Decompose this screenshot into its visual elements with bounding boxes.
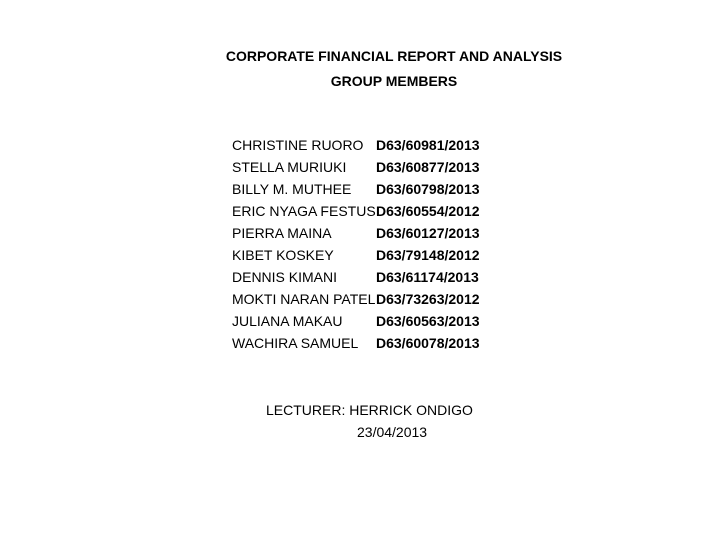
member-name: WACHIRA SAMUEL — [232, 335, 359, 351]
list-item — [232, 134, 480, 156]
member-name: PIERRA MAINA — [232, 225, 332, 241]
title-block — [0, 44, 720, 94]
member-name: MOKTI NARAN PATEL — [232, 291, 376, 307]
member-name: BILLY M. MUTHEE — [232, 181, 352, 197]
list-item — [232, 288, 480, 310]
member-id: D63/79148/2012 — [376, 247, 480, 263]
member-id: D63/60078/2013 — [376, 335, 480, 351]
list-item — [232, 244, 480, 266]
member-name: JULIANA MAKAU — [232, 313, 343, 329]
list-item — [232, 200, 480, 222]
member-name: ERIC NYAGA FESTUS — [232, 203, 376, 219]
member-id: D63/60981/2013 — [376, 137, 480, 153]
list-item — [232, 222, 480, 244]
member-id: D63/60127/2013 — [376, 225, 480, 241]
list-item — [232, 156, 480, 178]
date-line: 23/04/2013 — [357, 424, 428, 440]
list-item — [232, 266, 480, 288]
lecturer-line: LECTURER: HERRICK ONDIGO — [266, 402, 473, 418]
list-item — [232, 310, 480, 332]
member-name: CHRISTINE RUORO — [232, 137, 364, 153]
group-members-heading: GROUP MEMBERS — [330, 73, 458, 89]
member-name: STELLA MURIUKI — [232, 159, 347, 175]
member-name: DENNIS KIMANI — [232, 269, 338, 285]
member-id: D63/73263/2012 — [376, 291, 480, 307]
member-name: KIBET KOSKEY — [232, 247, 334, 263]
member-id: D63/60798/2013 — [376, 181, 480, 197]
member-id: D63/61174/2013 — [376, 269, 479, 285]
report-title: CORPORATE FINANCIAL REPORT AND ANALYSIS — [225, 48, 563, 64]
list-item — [232, 332, 480, 354]
member-id: D63/60554/2012 — [376, 203, 480, 219]
member-id: D63/60563/2013 — [376, 313, 480, 329]
list-item — [232, 178, 480, 200]
member-id: D63/60877/2013 — [376, 159, 480, 175]
member-list — [232, 134, 480, 354]
